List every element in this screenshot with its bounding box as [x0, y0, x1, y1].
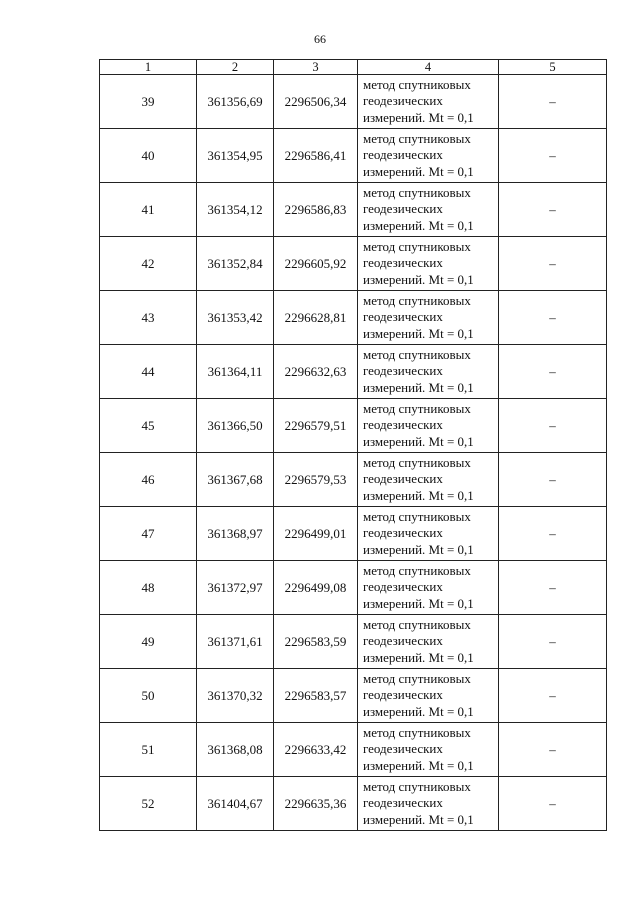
method-text-line: измерений. Mt = 0,1: [363, 325, 474, 341]
point-number-cell: 43: [100, 291, 197, 345]
dash-symbol: –: [549, 364, 556, 379]
method-text-line: геодезических: [363, 147, 443, 163]
method-text-line: метод спутниковых: [363, 778, 471, 794]
method-text-line: измерений. Mt = 0,1: [363, 163, 474, 179]
header-cell-4: 4: [358, 60, 499, 75]
x-coordinate-cell: 361367,68: [197, 453, 274, 507]
note-cell: [499, 75, 607, 129]
method-text-line: метод спутниковых: [363, 508, 471, 524]
x-coordinate-cell: 361370,32: [197, 669, 274, 723]
x-coordinate-cell: 361404,67: [197, 777, 274, 831]
y-coordinate-cell: 2296499,08: [274, 561, 358, 615]
method-text-line: геодезических: [363, 363, 443, 379]
method-cell: [358, 615, 499, 669]
point-number-cell: 44: [100, 345, 197, 399]
note-cell: [499, 453, 607, 507]
method-text-line: геодезических: [363, 795, 443, 811]
y-coordinate-cell: 2296586,41: [274, 129, 358, 183]
note-cell: [499, 129, 607, 183]
method-text-line: измерений. Mt = 0,1: [363, 379, 474, 395]
x-coordinate-cell: 361352,84: [197, 237, 274, 291]
table-row: [100, 129, 607, 183]
y-coordinate-cell: 2296579,53: [274, 453, 358, 507]
method-text-line: метод спутниковых: [363, 670, 471, 686]
x-coordinate-cell: 361366,50: [197, 399, 274, 453]
point-number-cell: 39: [100, 75, 197, 129]
point-number-cell: 41: [100, 183, 197, 237]
note-cell: [499, 237, 607, 291]
x-coordinate-cell: 361368,08: [197, 723, 274, 777]
method-text-line: измерений. Mt = 0,1: [363, 433, 474, 449]
method-text-line: геодезических: [363, 579, 443, 595]
table-row: [100, 723, 607, 777]
method-text-line: геодезических: [363, 417, 443, 433]
note-cell: [499, 615, 607, 669]
point-number-cell: 46: [100, 453, 197, 507]
dash-symbol: –: [549, 580, 556, 595]
method-text-line: метод спутниковых: [363, 292, 471, 308]
y-coordinate-cell: 2296628,81: [274, 291, 358, 345]
table-row: [100, 183, 607, 237]
x-coordinate-cell: 361354,95: [197, 129, 274, 183]
method-text-line: измерений. Mt = 0,1: [363, 703, 474, 719]
header-cell-2: 2: [197, 60, 274, 75]
method-text-line: геодезических: [363, 687, 443, 703]
dash-symbol: –: [549, 526, 556, 541]
point-number-cell: 50: [100, 669, 197, 723]
method-cell: [358, 75, 499, 129]
method-text-line: метод спутниковых: [363, 238, 471, 254]
x-coordinate-cell: 361354,12: [197, 183, 274, 237]
coordinates-table: [99, 59, 607, 831]
method-cell: [358, 345, 499, 399]
method-cell: [358, 129, 499, 183]
table-row: [100, 291, 607, 345]
method-text-line: геодезических: [363, 471, 443, 487]
method-text-line: метод спутниковых: [363, 184, 471, 200]
method-text-line: измерений. Mt = 0,1: [363, 109, 474, 125]
method-text-line: измерений. Mt = 0,1: [363, 217, 474, 233]
header-cell-5: 5: [499, 60, 607, 75]
x-coordinate-cell: 361372,97: [197, 561, 274, 615]
note-cell: [499, 345, 607, 399]
table-row: [100, 453, 607, 507]
y-coordinate-cell: 2296586,83: [274, 183, 358, 237]
method-text-line: геодезических: [363, 633, 443, 649]
method-cell: [358, 669, 499, 723]
method-text-line: метод спутниковых: [363, 76, 471, 92]
point-number-cell: 52: [100, 777, 197, 831]
page-number: 66: [314, 32, 326, 46]
method-text-line: геодезических: [363, 525, 443, 541]
y-coordinate-cell: 2296635,36: [274, 777, 358, 831]
method-cell: [358, 777, 499, 831]
point-number-cell: 42: [100, 237, 197, 291]
method-cell: [358, 237, 499, 291]
x-coordinate-cell: 361368,97: [197, 507, 274, 561]
y-coordinate-cell: 2296632,63: [274, 345, 358, 399]
method-text-line: измерений. Mt = 0,1: [363, 541, 474, 557]
method-text-line: измерений. Mt = 0,1: [363, 649, 474, 665]
table-row: [100, 237, 607, 291]
method-text-line: геодезических: [363, 201, 443, 217]
method-cell: [358, 507, 499, 561]
y-coordinate-cell: 2296605,92: [274, 237, 358, 291]
method-text-line: измерений. Mt = 0,1: [363, 811, 474, 827]
table-row: [100, 75, 607, 129]
table-row: [100, 399, 607, 453]
method-text-line: метод спутниковых: [363, 616, 471, 632]
point-number-cell: 51: [100, 723, 197, 777]
dash-symbol: –: [549, 796, 556, 811]
y-coordinate-cell: 2296506,34: [274, 75, 358, 129]
method-cell: [358, 183, 499, 237]
method-text-line: геодезических: [363, 93, 443, 109]
method-cell: [358, 291, 499, 345]
table-row: [100, 345, 607, 399]
method-cell: [358, 399, 499, 453]
x-coordinate-cell: 361356,69: [197, 75, 274, 129]
x-coordinate-cell: 361371,61: [197, 615, 274, 669]
point-number-cell: 47: [100, 507, 197, 561]
x-coordinate-cell: 361364,11: [197, 345, 274, 399]
point-number-cell: 49: [100, 615, 197, 669]
method-text-line: геодезических: [363, 255, 443, 271]
method-text-line: геодезических: [363, 309, 443, 325]
table-header-row: [100, 60, 607, 75]
dash-symbol: –: [549, 148, 556, 163]
method-cell: [358, 453, 499, 507]
y-coordinate-cell: 2296633,42: [274, 723, 358, 777]
table-row: [100, 669, 607, 723]
note-cell: [499, 399, 607, 453]
y-coordinate-cell: 2296499,01: [274, 507, 358, 561]
note-cell: [499, 669, 607, 723]
note-cell: [499, 291, 607, 345]
y-coordinate-cell: 2296579,51: [274, 399, 358, 453]
method-cell: [358, 723, 499, 777]
dash-symbol: –: [549, 256, 556, 271]
note-cell: [499, 507, 607, 561]
note-cell: [499, 723, 607, 777]
dash-symbol: –: [549, 94, 556, 109]
method-text-line: геодезических: [363, 741, 443, 757]
dash-symbol: –: [549, 688, 556, 703]
note-cell: [499, 777, 607, 831]
method-text-line: измерений. Mt = 0,1: [363, 487, 474, 503]
dash-symbol: –: [549, 418, 556, 433]
dash-symbol: –: [549, 742, 556, 757]
point-number-cell: 40: [100, 129, 197, 183]
table-row: [100, 507, 607, 561]
method-text-line: метод спутниковых: [363, 562, 471, 578]
dash-symbol: –: [549, 634, 556, 649]
y-coordinate-cell: 2296583,57: [274, 669, 358, 723]
note-cell: [499, 561, 607, 615]
header-cell-1: 1: [100, 60, 197, 75]
method-text-line: метод спутниковых: [363, 724, 471, 740]
table-row: [100, 615, 607, 669]
point-number-cell: 48: [100, 561, 197, 615]
method-text-line: метод спутниковых: [363, 400, 471, 416]
note-cell: [499, 183, 607, 237]
method-text-line: метод спутниковых: [363, 346, 471, 362]
x-coordinate-cell: 361353,42: [197, 291, 274, 345]
dash-symbol: –: [549, 310, 556, 325]
dash-symbol: –: [549, 202, 556, 217]
method-text-line: измерений. Mt = 0,1: [363, 271, 474, 287]
table-row: [100, 777, 607, 831]
method-text-line: измерений. Mt = 0,1: [363, 757, 474, 773]
table-row: [100, 561, 607, 615]
y-coordinate-cell: 2296583,59: [274, 615, 358, 669]
method-text-line: метод спутниковых: [363, 130, 471, 146]
method-text-line: метод спутниковых: [363, 454, 471, 470]
dash-symbol: –: [549, 472, 556, 487]
point-number-cell: 45: [100, 399, 197, 453]
method-text-line: измерений. Mt = 0,1: [363, 595, 474, 611]
header-cell-3: 3: [274, 60, 358, 75]
method-cell: [358, 561, 499, 615]
